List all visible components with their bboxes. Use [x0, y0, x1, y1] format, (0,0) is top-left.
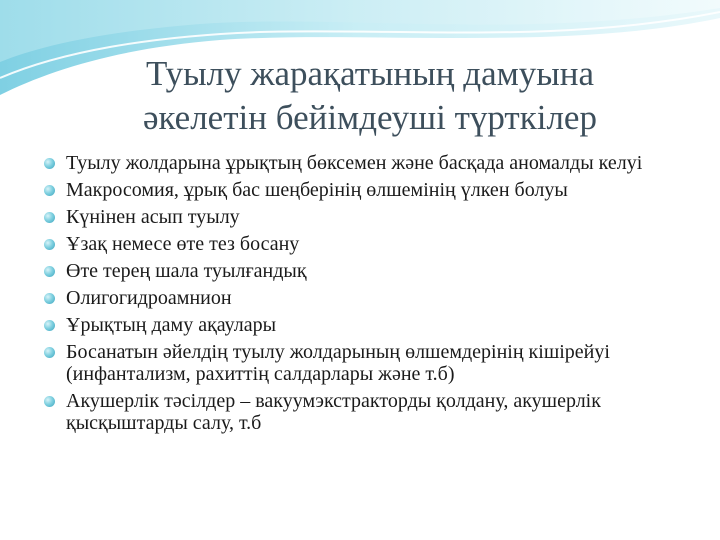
list-item-text: Босанатын әйелдің туылу жолдарының өлшемдерінің кішірейуі (инфантализм, рахиттің салдарлары және т.б) [66, 341, 610, 385]
list-item [44, 341, 684, 385]
circle-bullet-icon [44, 347, 55, 358]
list-item-text: Ұзақ немесе өте тез босану [66, 233, 300, 255]
circle-bullet-icon [44, 293, 55, 304]
slide-title [60, 52, 680, 140]
list-item [44, 287, 684, 309]
list-item [44, 390, 684, 434]
list-item-text: Күнінен асып туылу [66, 206, 240, 228]
list-item-text: Ұрықтың даму ақаулары [66, 314, 277, 336]
list-item [44, 152, 684, 174]
list-item [44, 206, 684, 228]
circle-bullet-icon [44, 185, 55, 196]
circle-bullet-icon [44, 320, 55, 331]
circle-bullet-icon [44, 158, 55, 169]
list-item-text: Макросомия, ұрық бас шеңберінің өлшемінің үлкен болуы [66, 179, 568, 201]
circle-bullet-icon [44, 239, 55, 250]
list-item-text: Олигогидроамнион [66, 287, 232, 309]
circle-bullet-icon [44, 396, 55, 407]
list-item [44, 179, 684, 201]
list-item [44, 260, 684, 282]
slide-title-line-1: Туылу жарақатының дамуына [145, 54, 595, 93]
list-item-text: Өте терең шала туылғандық [66, 260, 307, 282]
circle-bullet-icon [44, 266, 55, 277]
circle-bullet-icon [44, 212, 55, 223]
bullet-list [44, 152, 684, 439]
list-item [44, 314, 684, 336]
list-item [44, 233, 684, 255]
slide-title-line-2: әкелетін бейімдеуші түрткілер [143, 98, 597, 137]
list-item-text: Туылу жолдарына ұрықтың бөксемен және басқада аномалды келуі [66, 152, 643, 174]
list-item-text: Акушерлік тәсілдер – вакуумэкстракторды қолдану, акушерлік қысқыштарды салу, т.б [66, 390, 601, 434]
